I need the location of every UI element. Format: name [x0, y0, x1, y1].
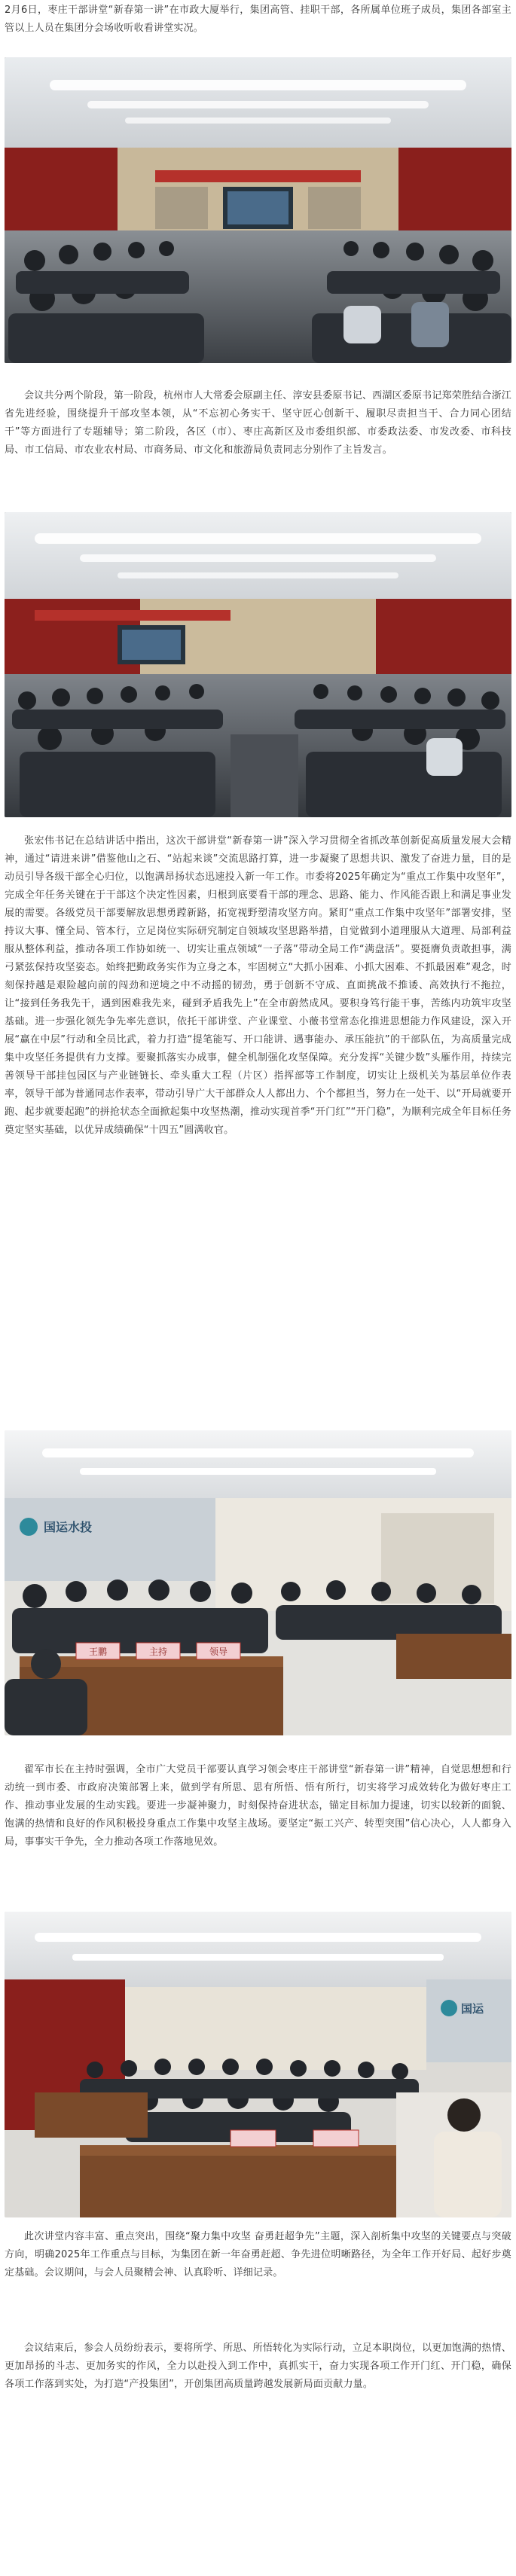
meeting-hall-image — [5, 512, 511, 817]
company-logo-icon — [441, 2000, 457, 2016]
conference-room-image — [5, 1912, 511, 2217]
meeting-photo-2 — [5, 512, 511, 817]
host-paragraph: 翟军市长在主持时强调，全市广大党员干部要认真学习领会枣庄干部讲堂“新春第一讲”精神，自觉思想想和行动统一到市委、市政府决策部署上来，做到学有所思、思有所悟、悟有所行，切实将学习成效转化为做好枣庄工作、推动事业发展的生动实践。要进一步凝神聚力，时刻保持奋进状态，锚定目标加力提速，切实以较新的面貌、饱满的热情和良好的作风积极投身重点工作集中攻坚主战场。要坚定“振工兴产、转型突围”信心决心，人人都身入局，事事实干争先，全力推动各项工作落地见效。 — [5, 1764, 511, 1848]
company-logo-icon — [20, 1518, 38, 1536]
meeting-photo-3 — [5, 1430, 511, 1735]
company-logo: 国运 — [461, 2002, 484, 2016]
meeting-hall-image — [5, 57, 511, 363]
company-logo: 国运水投 — [44, 1520, 93, 1534]
meeting-photo-4 — [5, 1912, 511, 2217]
stage-paragraph: 会议共分两个阶段，第一阶段，杭州市人大常委会原副主任、淳安县委原书记、西湖区委原书记郑荣胜结合浙江省先进经验，围绕提升干部攻坚本领，从“不忘初心务实干、坚守匠心创新干、履职尽责担当干、合力同心团结干”等方面进行了专题辅导；第二阶段，各区（市）、枣庄高新区及市委组织部、市委政法委、市发改委、市科技局、市工信局、市农业农村局、市商务局、市文化和旅游局负责同志分别作了主旨发言。 — [5, 390, 511, 456]
summary-paragraph: 张宏伟书记在总结讲话中指出，这次干部讲堂“新春第一讲”深入学习贯彻全省抓改革创新促高质量发展大会精神，通过“请进来讲”借鉴他山之石、“站起来谈”交流思路打算，进一步凝聚了思想共识、激发了奋进力量，目的是动员引导各级干部全心归位，以饱满昂扬状态迅速投入新一年工作。市委将2025年确定为“重点工作集中攻坚年”，完成全年任务关键在于干部这个决定性因素，归根到底要看干部的理念、思路、能力、作风能否跟上和满足事业发展的需要。各级党员干部要解放思想勇蹚新路，拓宽视野塑清攻坚方向。紧盯“重点工作集中攻坚年”部署安排，坚持议大事、懂全局、管本行，立足岗位实际研究制定自领域攻坚思路举措，自觉做到小道理服从大道理、局部利益服从整体利益，推动各项工作协如统一、切实让重点领域“一子落”带动全局工作“满盘活”。要挺膺负责敢担事，满弓紧弦保持攻坚姿态。始终把勤政务实作为立身之本，牢固树立“大抓小困难、小抓大困难、不抓最困难”观念，时刻保持越是艰险越向前的闯劲和逆境之中不动摇的韧劲，勇于创新不守成、直面挑战不推诿、高效执行不拖拉，让“接到任务我先干，遇到困难我先来，碰到矛盾我先上”在全市蔚然成风。要积身笃行能干事，苦练内功筑牢攻坚基础。进一步强化领先争先率先意识，依托干部讲堂、产业课堂、小薇书堂常态化推进思想能力作风建设，深入开展“赢在中层”行动和全员比武，着力打造“提笔能写、开口能讲、遇事能办、承压能抗”的干部队伍，为高质量完成集中攻坚任务提供有力支撑。要聚抓落实办成事，健全机制强化攻坚保障。充分发挥“关键少数”头雁作用，持续完善领导干部挂包园区与产业链链长、牵头重大工程（片区）指挥部等工作制度，切实让上级机关为基层单位作表率，领导干部为普通同志作表率，带动引导广大干部群众人人都出力、个个都担当，努力在一处干、以“开局就要开跑、起步就要起跑”的拼抢状态全面掀起集中攻坚热潮，推动实现首季“开门红”“开门稳”，为顺利完成全年目标任务奠定坚实基础，以优异成绩确保“十四五”圆满收官。 — [5, 835, 511, 1136]
content-paragraph: 此次讲堂内容丰富、重点突出，围绕“聚力集中攻坚 奋勇赶超争先”主题，深入剖析集中攻坚的关键要点与突破方向，明确2025年工作重点与目标，为集团在新一年奋勇赶超、争先进位明晰路径，为全年工作开好局、起好步奠定基础。会议期间，与会人员聚精会神、认真聆听、详细记录。 — [5, 2231, 511, 2278]
meeting-photo-1 — [5, 57, 511, 363]
intro-paragraph: 2月6日，枣庄干部讲堂“新春第一讲”在市政大厦举行，集团高管、挂职干部，各所属单位班子成员，集团各部室主管以上人员在集团分会场收听收看讲堂实况。 — [5, 5, 511, 34]
closing-paragraph: 会议结束后，参会人员纷纷表示，要将所学、所思、所悟转化为实际行动，立足本职岗位，以更加饱满的热情、更加昂扬的斗志、更加务实的作风，全力以赴投入到工作中，真抓实干，奋力实现各项工作开门红、开门稳，确保各项工作落到实处，为打造“产投集团”，开创集团高质量跨越发展新局面贡献力量。 — [5, 2343, 511, 2390]
nameplate: 领导 — [209, 1647, 228, 1657]
conference-table-image — [5, 1430, 511, 1735]
nameplate: 王鹏 — [88, 1647, 108, 1657]
nameplate: 主持 — [148, 1647, 168, 1657]
